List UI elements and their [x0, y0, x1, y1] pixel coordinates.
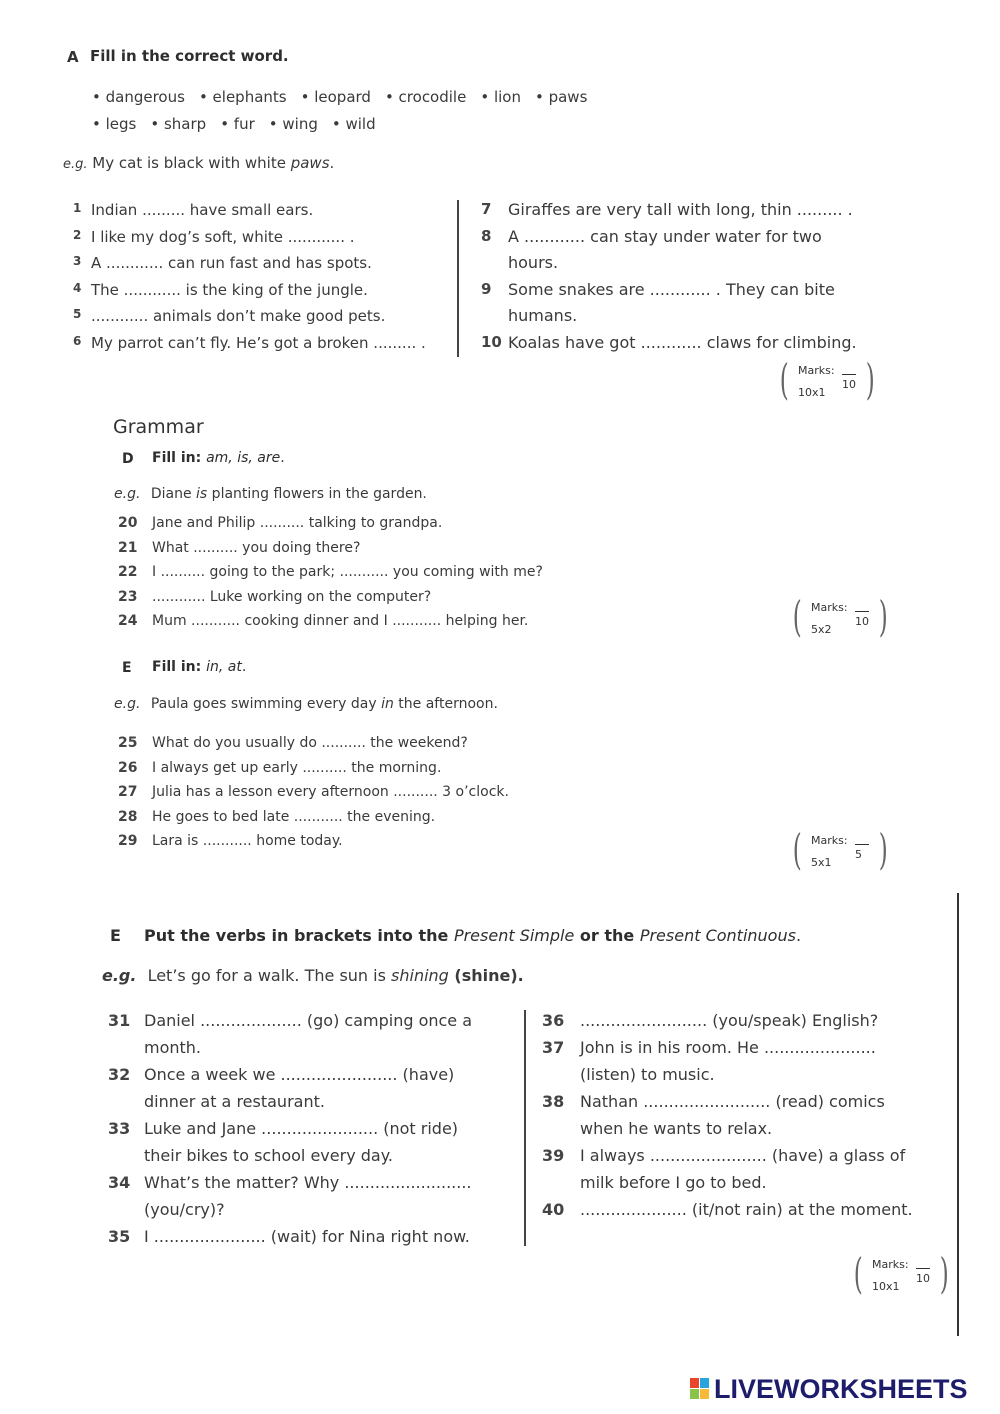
item-text: I always ....................... (have) a glass of	[580, 1146, 906, 1165]
section-a-marks: ( Marks: 10 10x1 )	[779, 355, 875, 404]
item-number: 9	[481, 279, 492, 298]
section-a-divider	[457, 200, 459, 357]
word-bank-item: • crocodile	[384, 88, 467, 106]
item-number: 6	[73, 333, 82, 348]
section-d-title: Fill in: am, is, are.	[152, 450, 285, 466]
section-e2-example: e.g. Let’s go for a walk. The sun is shining (shine).	[102, 966, 524, 985]
item-number: 33	[108, 1119, 131, 1138]
section-e2-divider	[524, 1010, 526, 1246]
liveworksheets-logo-text: LIVEWORKSHEETS	[714, 1374, 968, 1404]
item-number: 8	[481, 226, 492, 245]
item-text: month.	[144, 1038, 202, 1057]
item-text: hours.	[508, 253, 559, 272]
item-text: What’s the matter? Why .........................	[144, 1173, 472, 1192]
item-text: Koalas have got ............ claws for climbing.	[508, 332, 857, 352]
word-bank-row-2	[92, 115, 390, 133]
section-d-letter: D	[122, 451, 134, 467]
item-number: 36	[542, 1011, 565, 1030]
grammar-heading: Grammar	[113, 416, 204, 438]
section-e1-title: Fill in: in, at.	[152, 659, 247, 675]
item-text: I always get up early .......... the morning.	[152, 759, 442, 776]
item-text: A ............ can run fast and has spots.	[91, 254, 372, 272]
item-number: 37	[542, 1038, 565, 1057]
item-text: I .......... going to the park; ........... you coming with me?	[152, 564, 543, 580]
section-d-marks: ( Marks: 10 5x2 )	[792, 592, 888, 641]
item-number: 23	[118, 588, 138, 605]
item-text: What .......... you doing there?	[152, 539, 361, 556]
item-text: Lara is ........... home today.	[152, 833, 343, 849]
item-number: 4	[73, 280, 82, 295]
section-e2-letter: E	[110, 926, 121, 945]
word-bank-item: • paws	[534, 88, 588, 106]
item-number: 25	[118, 735, 138, 751]
word-bank-item: • legs	[92, 115, 137, 133]
item-text: ............ Luke working on the computer?	[152, 588, 432, 605]
section-e2-marks: ( Marks: 10 10x1 )	[853, 1249, 949, 1298]
item-text: Luke and Jane ....................... (not ride)	[144, 1119, 459, 1138]
item-text: (listen) to music.	[580, 1065, 715, 1084]
item-number: 34	[108, 1173, 131, 1192]
marks-total: 10	[842, 378, 856, 391]
item-number: 29	[118, 833, 138, 849]
word-bank-item: • elephants	[198, 88, 287, 106]
word-bank-row-1	[92, 88, 601, 106]
word-bank-item: • wing	[268, 115, 318, 133]
item-number: 7	[481, 200, 492, 218]
item-number: 3	[73, 254, 82, 268]
section-a-title: Fill in the correct word.	[90, 47, 289, 65]
example-label: e.g.	[63, 157, 88, 172]
item-text: Daniel .................... (go) camping once a	[144, 1011, 473, 1030]
section-d-example: e.g. Diane is planting flowers in the garden.	[114, 486, 427, 502]
item-text: I ...................... (wait) for Nina right now.	[144, 1227, 470, 1246]
item-number: 35	[108, 1227, 131, 1246]
item-text: ............ animals don’t make good pets.	[91, 307, 386, 325]
item-text: Once a week we ....................... (have)	[144, 1065, 455, 1084]
item-number: 40	[542, 1200, 565, 1219]
item-text: My parrot can’t fly. He’s got a broken ......... .	[91, 333, 426, 352]
word-bank-item: • dangerous	[92, 88, 185, 106]
item-number: 10	[481, 332, 502, 351]
item-number: 39	[542, 1146, 565, 1165]
item-number: 28	[118, 808, 138, 825]
item-number: 1	[73, 201, 82, 215]
section-e2-title: Put the verbs in brackets into the Present Simple or the Present Continuous.	[144, 926, 802, 945]
item-text: A ............ can stay under water for two	[508, 226, 822, 246]
item-text: Some snakes are ............ . They can bite	[508, 279, 835, 299]
example-answer: paws	[290, 154, 330, 172]
item-text: (you/cry)?	[144, 1200, 225, 1219]
item-text: ......................... (you/speak) English?	[580, 1011, 879, 1030]
section-e1-marks: ( Marks: 5 5x1 )	[792, 825, 888, 874]
item-number: 27	[118, 784, 138, 800]
marks-label: Marks:	[798, 364, 835, 377]
item-text: Mum ........... cooking dinner and I ........... helping her.	[152, 613, 529, 629]
item-number: 21	[118, 539, 138, 556]
item-number: 5	[73, 307, 82, 321]
section-e1-example: e.g. Paula goes swimming every day in the afternoon.	[114, 696, 498, 712]
word-bank-item: • leopard	[300, 88, 371, 106]
item-text: ..................... (it/not rain) at the moment.	[580, 1200, 913, 1219]
item-number: 22	[118, 564, 138, 580]
item-text: milk before I go to bed.	[580, 1173, 767, 1192]
item-text: I like my dog’s soft, white ............ .	[91, 227, 355, 246]
item-number: 2	[73, 227, 82, 242]
item-text: their bikes to school every day.	[144, 1146, 393, 1165]
item-text: Julia has a lesson every afternoon .......... 3 o’clock.	[152, 784, 509, 800]
item-text: Giraffes are very tall with long, thin ......... .	[508, 200, 853, 219]
item-number: 31	[108, 1011, 131, 1030]
item-text: He goes to bed late ........... the evening.	[152, 808, 436, 825]
item-text: Jane and Philip .......... talking to grandpa.	[152, 515, 443, 531]
item-text: The ............ is the king of the jungle.	[91, 280, 368, 299]
section-e1-letter: E	[122, 660, 132, 676]
marks-multiplier: 10x1	[798, 386, 826, 399]
item-number: 38	[542, 1092, 565, 1111]
word-bank-item: • wild	[331, 115, 376, 133]
item-text: John is in his room. He ......................	[580, 1038, 876, 1057]
example-end: .	[329, 154, 335, 172]
section-a-example	[63, 154, 334, 172]
item-text: when he wants to relax.	[580, 1119, 773, 1138]
item-text: Indian ......... have small ears.	[91, 201, 314, 219]
liveworksheets-logo-icon	[690, 1378, 710, 1400]
word-bank-item: • fur	[220, 115, 255, 133]
word-bank-item: • lion	[480, 88, 521, 106]
section-e2-right-border	[957, 893, 959, 1336]
example-text: My cat is black with white	[92, 154, 291, 172]
item-text: What do you usually do .......... the weekend?	[152, 735, 468, 751]
section-a-letter: A	[67, 48, 79, 66]
word-bank-item: • sharp	[150, 115, 207, 133]
item-text: dinner at a restaurant.	[144, 1092, 325, 1111]
item-number: 26	[118, 759, 138, 776]
item-number: 24	[118, 613, 138, 629]
item-number: 20	[118, 515, 138, 531]
item-number: 32	[108, 1065, 131, 1084]
item-text: humans.	[508, 306, 578, 325]
item-text: Nathan ......................... (read) comics	[580, 1092, 885, 1111]
